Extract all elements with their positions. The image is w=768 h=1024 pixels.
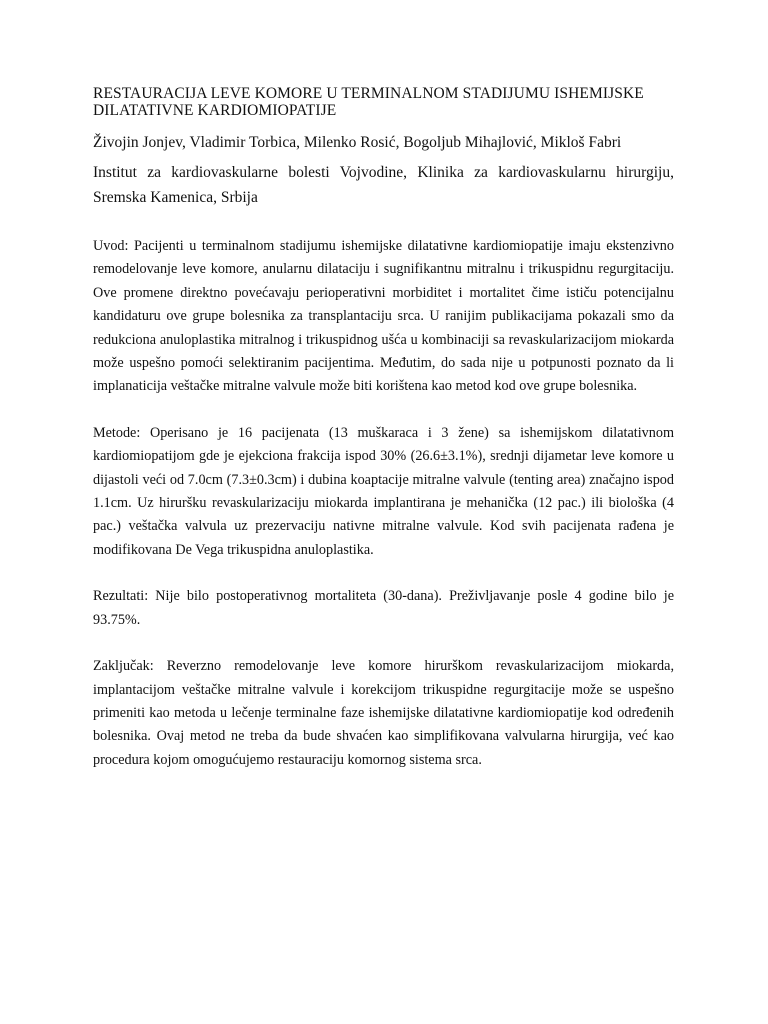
paper-page xyxy=(93,85,674,772)
affiliation: Institut za kardiovaskularne bolesti Vojvodine, Klinika za kardiovaskularnu hirurgiju, Sremska Kamenica, Srbija xyxy=(93,164,674,206)
section-introduction: Uvod: Pacijenti u terminalnom stadijumu ishemijske dilatativne kardiomiopatije imaju ekstenzivno remodelovanje leve komore, anularnu dilataciju i sugnifikantnu mitralnu i trikuspidnu regurgitaciju. Ove promene direktno povećavaju perioperativni morbiditet i mortalitet čime ističu potencijalnu kandidaturu ove grupe bolesnika za transplantaciju srca. U ranijim publikacijama pokazali smo da redukciona anuloplastika mitralnog i trikuspidnog ušća u kombinaciji sa revaskularizacijom miokarda može uspešno pomoći selektiranim pacijentima. Međutim, do sada nije u potpunosti poznato da li implanaticija veštačke mitralne valvule može biti korištena kao metod kod ove grupe bolesnika. xyxy=(93,238,674,395)
section-conclusion: Zaključak: Reverzno remodelovanje leve komore hirurškom revaskularizacijom miokarda, implantacijom veštačke mitralne valvule i korekcijom trikuspidne regurgitacije može se uspešno primeniti kao metoda u lečenje terminalne faze ishemijske dilatativne kardiomiopatije kod određenih bolesnika. Ovaj metod ne treba da bude shvaćen kao simplifikovana valvularna hirurgija, već kao procedura kojom omogućujemo restauraciju komornog sistema srca. xyxy=(93,658,674,768)
paper-title: RESTAURACIJA LEVE KOMORE U TERMINALNOM STADIJUMU ISHEMIJSKE DILATATIVNE KARDIOMIOPATIJE xyxy=(93,85,644,119)
section-methods: Metode: Operisano je 16 pacijenata (13 muškaraca i 3 žene) sa ishemijskom dilatativnom kardiomiopatijom gde je ejekciona frakcija ispod 30% (26.6±3.1%), srednji dijametar leve komore u dijastoli veći od 7.0cm (7.3±0.3cm) i dubina koaptacije mitralne valvule (tenting area) značajno ispod 1.1cm. Uz hiruršku revaskularizaciju miokarda implantirana je mehanička (12 pac.) ili biološka (4 pac.) veštačka valvula uz prezervaciju nativne mitralne valvule. Kod svih pacijenata rađena je modifikovana De Vega trikuspidna anuloplastika. xyxy=(93,424,674,558)
section-results: Rezultati: Nije bilo postoperativnog mortaliteta (30-dana). Preživljavanje posle 4 godine bilo je 93.75%. xyxy=(93,588,674,628)
author-list: Živojin Jonjev, Vladimir Torbica, Milenko Rosić, Bogoljub Mihajlović, Mikloš Fabri xyxy=(93,134,622,151)
